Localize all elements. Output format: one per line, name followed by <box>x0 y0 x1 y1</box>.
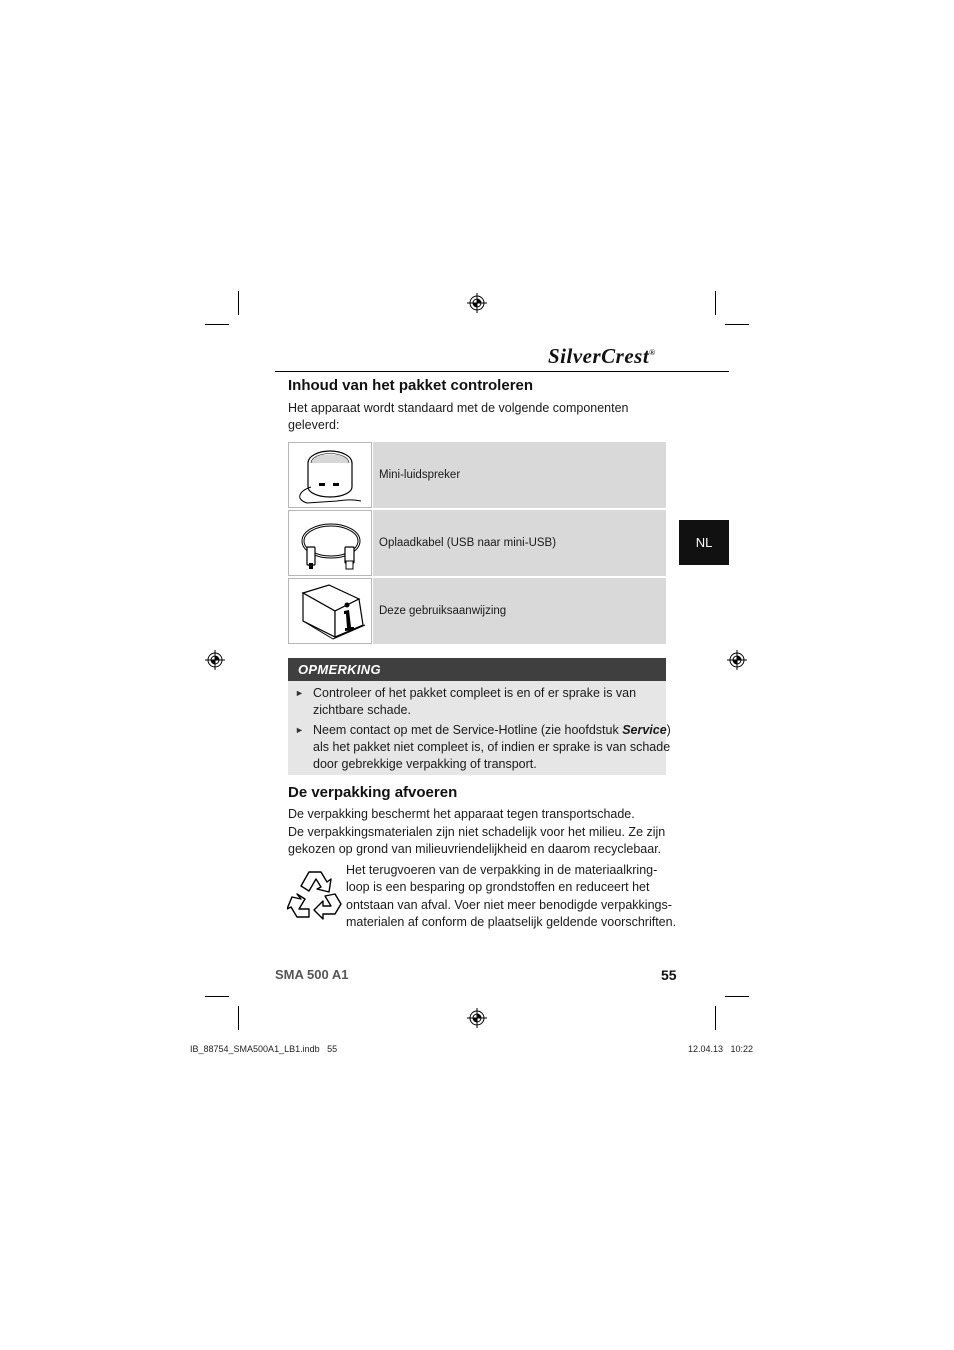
note-bullet-text: als het pakket niet compleet is, of indien er sprake is van schade <box>313 740 671 754</box>
item-label-cell <box>373 442 666 508</box>
body-text: De verpakking beschermt het apparaat tegen transportschade. <box>288 807 635 821</box>
note-title: OPMERKING <box>298 662 381 677</box>
table-row <box>288 578 666 644</box>
registered-mark: ® <box>649 348 656 357</box>
item-label: Oplaadkabel (USB naar mini-USB) <box>379 537 557 549</box>
recycle-text: ontstaan van afval. Voer niet meer benodigde verpakkings- <box>346 898 672 912</box>
registration-mark-icon <box>467 293 487 313</box>
registration-mark-icon <box>727 650 747 670</box>
table-row <box>288 442 666 508</box>
note-bullet-text: Controleer of het pakket compleet is en of er sprake is van <box>313 686 637 700</box>
model-number: SMA 500 A1 <box>275 967 349 982</box>
page-number: 55 <box>661 967 677 983</box>
section-title: Inhoud van het pakket controleren <box>288 377 534 394</box>
speaker-icon <box>289 443 373 509</box>
note-bullet-text: zichtbare schade. <box>313 703 411 717</box>
crop-mark <box>205 324 229 325</box>
crop-mark <box>205 996 229 997</box>
item-image <box>288 578 372 644</box>
bullet-arrow-icon: ► <box>295 688 304 698</box>
item-image <box>288 510 372 576</box>
item-label: Mini-luidspreker <box>379 469 461 481</box>
service-chapter-reference: Service <box>622 723 667 737</box>
table-row <box>288 510 666 576</box>
note-bullet-text-part: Neem contact op met de Service-Hotline (zie hoofdstuk <box>313 723 623 737</box>
registration-mark-icon <box>205 650 225 670</box>
manual-icon <box>289 579 373 645</box>
language-tab <box>679 520 729 565</box>
crop-mark <box>725 996 749 997</box>
crop-mark <box>238 291 239 315</box>
slug-file-info: IB_88754_SMA500A1_LB1.indb 55 <box>190 1044 338 1054</box>
item-label-cell <box>373 578 666 644</box>
crop-mark <box>238 1006 239 1030</box>
item-label: Deze gebruiksaanwijzing <box>379 605 507 617</box>
usb-cable-icon <box>289 511 373 577</box>
note-header <box>288 658 666 681</box>
brand-logo-text: SilverCrest <box>548 344 650 368</box>
brand-logo <box>548 344 656 369</box>
header-rule <box>275 371 729 372</box>
recycle-text: Het terugvoeren van de verpakking in de materiaalkring- <box>346 863 658 877</box>
intro-text: Het apparaat wordt standaard met de volgende componenten <box>288 401 629 415</box>
note-bullet-text: door gebrekkige verpakking of transport. <box>313 757 537 771</box>
item-label-cell <box>373 510 666 576</box>
section-title: De verpakking afvoeren <box>288 784 458 801</box>
body-text: De verpakkingsmaterialen zijn niet schadelijk voor het milieu. Ze zijn <box>288 825 666 839</box>
recycle-icon <box>287 866 345 922</box>
bullet-arrow-icon: ► <box>295 725 304 735</box>
crop-mark <box>715 291 716 315</box>
note-bullet-text-part: ) <box>666 723 671 737</box>
note-bullet-text <box>313 722 671 740</box>
crop-mark <box>725 324 749 325</box>
registration-mark-icon <box>467 1008 487 1028</box>
crop-mark <box>715 1006 716 1030</box>
body-text: gekozen op grond van milieuvriendelijkheid en daarom recyclebaar. <box>288 842 662 856</box>
slug-date-info: 12.04.13 10:22 <box>688 1044 754 1054</box>
language-tab-label: NL <box>695 535 713 550</box>
recycle-text: loop is een besparing op grondstoffen en reduceert het <box>346 880 650 894</box>
recycle-text: materialen af conform de plaatselijk geldende voorschriften. <box>346 915 677 929</box>
item-image <box>288 442 372 508</box>
intro-text: geleverd: <box>288 418 340 432</box>
